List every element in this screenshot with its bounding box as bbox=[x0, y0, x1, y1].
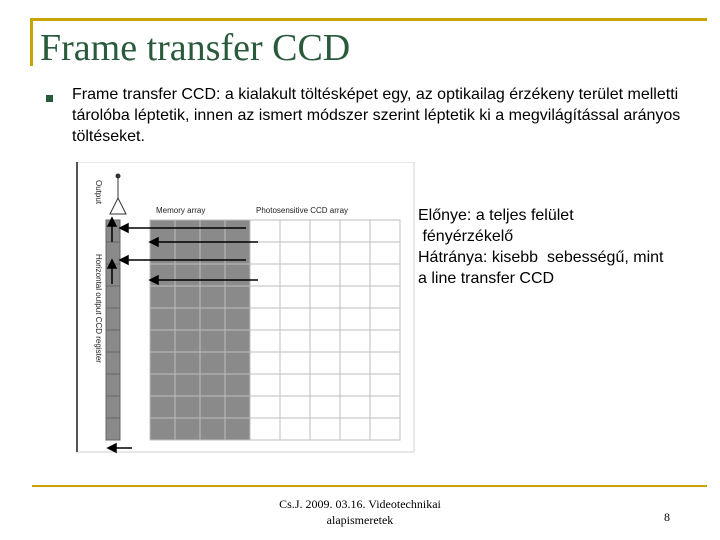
photo-cell bbox=[250, 264, 280, 286]
memory-cell bbox=[150, 374, 175, 396]
memory-cell bbox=[175, 330, 200, 352]
photo-cell bbox=[280, 286, 310, 308]
pros-line-2: fényérzékelő bbox=[418, 228, 514, 245]
photo-cell bbox=[310, 308, 340, 330]
photo-cell bbox=[250, 242, 280, 264]
bullet-square-icon bbox=[46, 95, 53, 102]
photo-cell bbox=[370, 396, 400, 418]
photo-cell bbox=[280, 220, 310, 242]
memory-cell bbox=[200, 374, 225, 396]
photo-cell bbox=[340, 374, 370, 396]
photo-cell bbox=[370, 242, 400, 264]
photo-cell bbox=[310, 286, 340, 308]
footer-line-2: alapismeretek bbox=[326, 513, 394, 527]
photo-cell bbox=[280, 308, 310, 330]
register-cell bbox=[106, 418, 120, 440]
memory-cell bbox=[150, 308, 175, 330]
pros-cons-text bbox=[418, 205, 708, 289]
photo-cell bbox=[340, 396, 370, 418]
bullet-text: Frame transfer CCD: a kialakult töltésképet egy, az optikailag érzékeny terület melletti tárolóba léptetik, innen az ismert módszer szerint léptetik ki a megvilágítással arányos töltéseket. bbox=[72, 86, 681, 145]
photo-cell bbox=[250, 418, 280, 440]
memory-cell bbox=[175, 352, 200, 374]
photo-cell bbox=[310, 374, 340, 396]
memory-cell bbox=[175, 286, 200, 308]
memory-cell bbox=[225, 396, 250, 418]
photo-cell bbox=[310, 418, 340, 440]
photo-cell bbox=[370, 330, 400, 352]
frame-transfer-diagram bbox=[76, 162, 416, 459]
memory-cell bbox=[150, 352, 175, 374]
register-cell bbox=[106, 286, 120, 308]
photo-cell bbox=[310, 242, 340, 264]
photo-cell bbox=[250, 396, 280, 418]
photo-cell bbox=[340, 264, 370, 286]
memory-cell bbox=[150, 396, 175, 418]
photo-cell bbox=[340, 418, 370, 440]
photo-cell bbox=[310, 352, 340, 374]
photo-cell bbox=[250, 330, 280, 352]
photo-cell bbox=[340, 308, 370, 330]
memory-cell bbox=[175, 220, 200, 242]
cons-line-1: Hátránya: kisebb sebességű, mint bbox=[418, 249, 664, 266]
photosensitive-array-label: Photosensitive CCD array bbox=[256, 206, 349, 215]
memory-cell bbox=[200, 286, 225, 308]
photo-cell bbox=[310, 330, 340, 352]
photo-cell bbox=[340, 352, 370, 374]
photo-cell bbox=[370, 352, 400, 374]
photo-cell bbox=[340, 286, 370, 308]
page-number: 8 bbox=[664, 510, 670, 524]
memory-array-label: Memory array bbox=[156, 206, 206, 215]
register-cell bbox=[106, 374, 120, 396]
photo-cell bbox=[280, 418, 310, 440]
memory-cell bbox=[200, 308, 225, 330]
photo-cell bbox=[250, 220, 280, 242]
photo-cell bbox=[280, 374, 310, 396]
memory-cell bbox=[150, 330, 175, 352]
photo-cell bbox=[370, 374, 400, 396]
photo-cell bbox=[340, 242, 370, 264]
photo-cell bbox=[370, 264, 400, 286]
memory-cell bbox=[225, 418, 250, 440]
memory-cell bbox=[200, 220, 225, 242]
memory-cell bbox=[225, 308, 250, 330]
memory-cell bbox=[175, 308, 200, 330]
photo-cell bbox=[280, 264, 310, 286]
memory-cell bbox=[225, 330, 250, 352]
photo-cell bbox=[370, 286, 400, 308]
register-cell bbox=[106, 308, 120, 330]
photo-cell bbox=[370, 220, 400, 242]
cons-line-2: a line transfer CCD bbox=[418, 270, 555, 287]
memory-array-grid bbox=[150, 220, 250, 440]
memory-cell bbox=[225, 374, 250, 396]
photo-cell bbox=[250, 374, 280, 396]
memory-cell bbox=[150, 286, 175, 308]
photo-cell bbox=[250, 286, 280, 308]
photo-cell bbox=[370, 418, 400, 440]
memory-cell bbox=[150, 418, 175, 440]
photo-cell bbox=[280, 396, 310, 418]
title-accent-vertical-line bbox=[30, 18, 33, 66]
memory-cell bbox=[175, 396, 200, 418]
register-cell bbox=[106, 330, 120, 352]
memory-cell bbox=[175, 374, 200, 396]
footer-line-1: Cs.J. 2009. 03.16. Videotechnikai bbox=[279, 497, 441, 511]
output-label: Output bbox=[94, 180, 103, 205]
slide-title: Frame transfer CCD bbox=[40, 27, 351, 69]
memory-cell bbox=[200, 264, 225, 286]
memory-cell bbox=[200, 418, 225, 440]
ccd-diagram-svg bbox=[76, 162, 416, 454]
memory-cell bbox=[200, 330, 225, 352]
memory-cell bbox=[225, 220, 250, 242]
memory-cell bbox=[200, 396, 225, 418]
pros-line-1: Előnye: a teljes felület bbox=[418, 207, 574, 224]
register-label: Horizontal output CCD register bbox=[94, 254, 103, 363]
photo-cell bbox=[310, 220, 340, 242]
photo-cell bbox=[280, 352, 310, 374]
memory-cell bbox=[200, 352, 225, 374]
title-accent-horizontal-line bbox=[30, 18, 707, 21]
footer-divider-line bbox=[32, 485, 707, 487]
memory-cell bbox=[225, 286, 250, 308]
photosensitive-array-grid bbox=[250, 220, 400, 440]
memory-cell bbox=[225, 352, 250, 374]
memory-cell bbox=[150, 220, 175, 242]
footer-text bbox=[250, 496, 470, 528]
memory-cell bbox=[225, 264, 250, 286]
register-cell bbox=[106, 396, 120, 418]
horizontal-register bbox=[106, 220, 120, 440]
photo-cell bbox=[310, 264, 340, 286]
memory-cell bbox=[175, 418, 200, 440]
photo-cell bbox=[370, 308, 400, 330]
photo-cell bbox=[340, 220, 370, 242]
register-cell bbox=[106, 352, 120, 374]
photo-cell bbox=[280, 242, 310, 264]
memory-cell bbox=[175, 264, 200, 286]
photo-cell bbox=[250, 352, 280, 374]
photo-cell bbox=[280, 330, 310, 352]
photo-cell bbox=[310, 396, 340, 418]
photo-cell bbox=[340, 330, 370, 352]
photo-cell bbox=[250, 308, 280, 330]
